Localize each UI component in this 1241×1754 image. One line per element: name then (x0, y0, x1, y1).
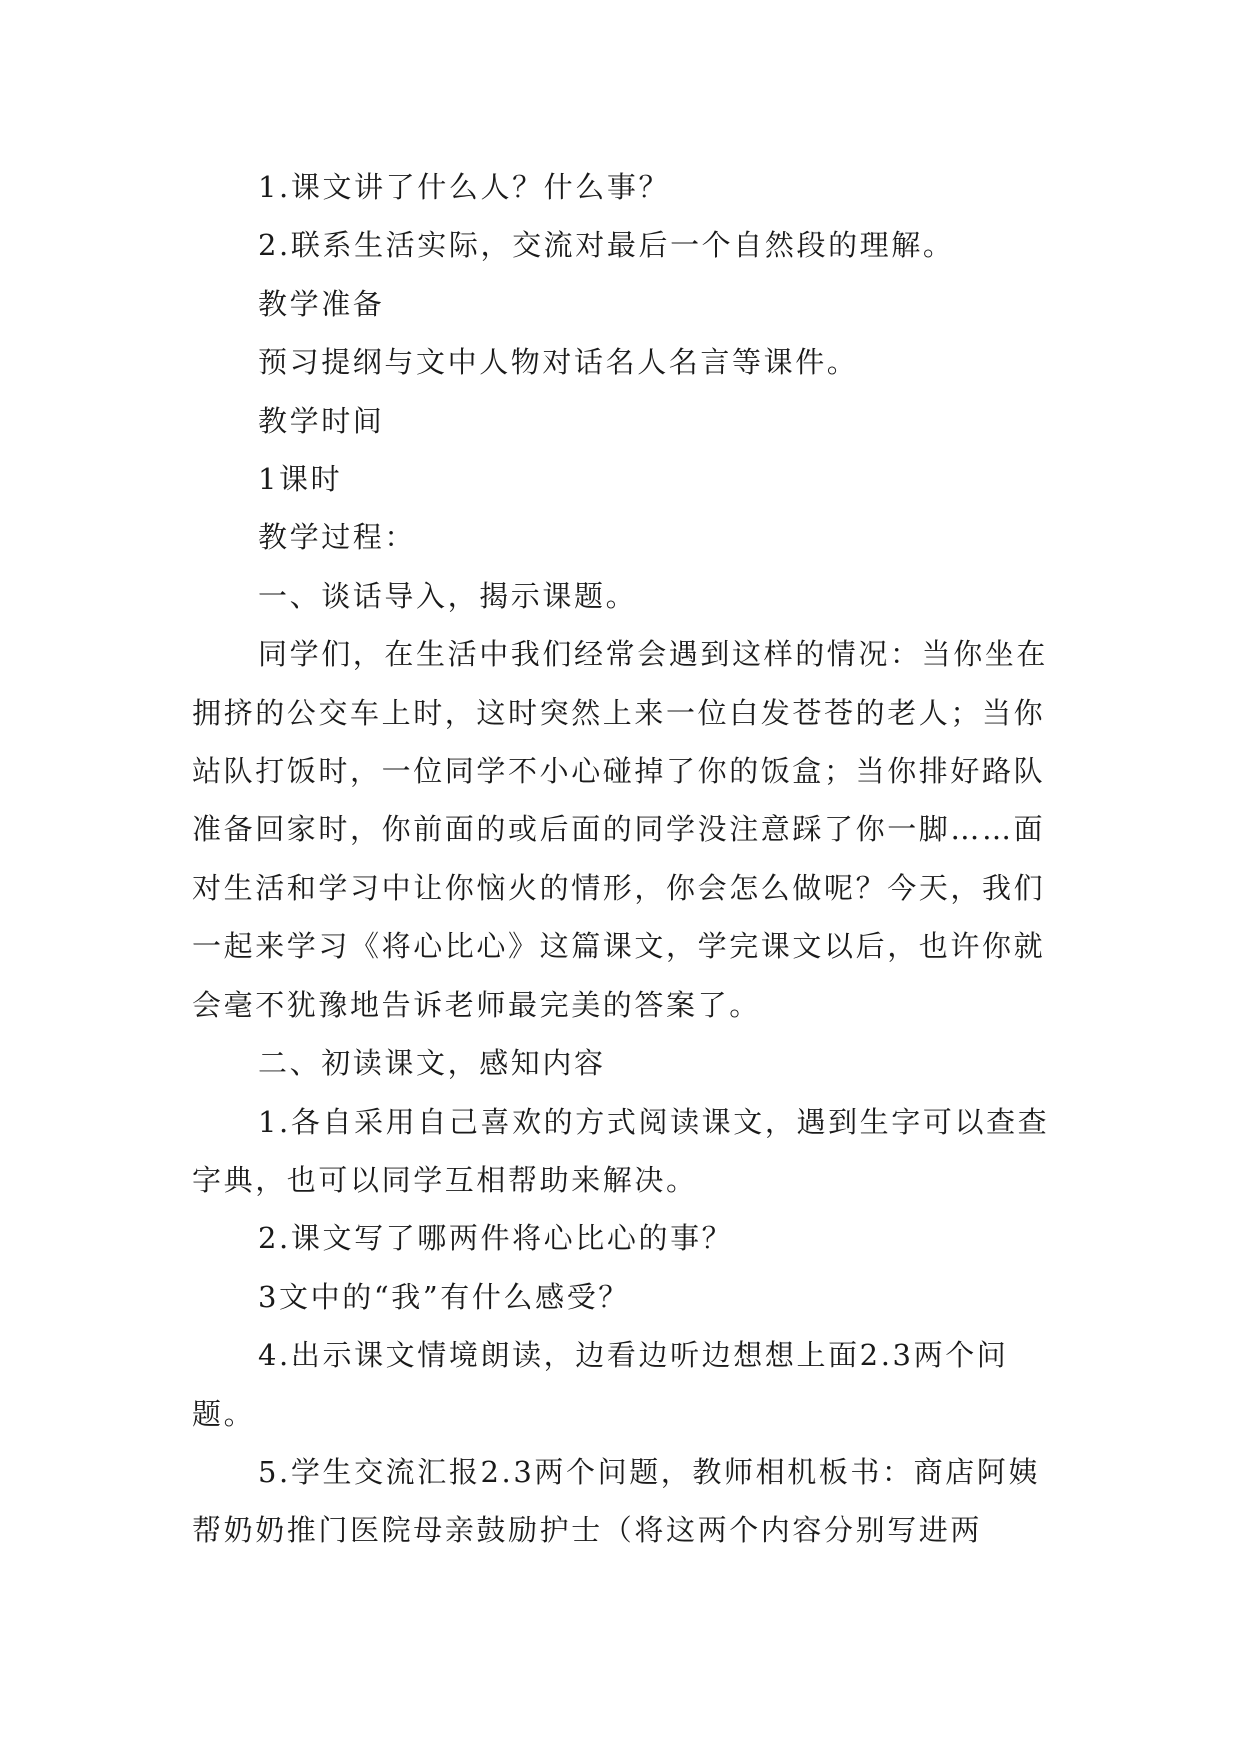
section-2-heading: 二、初读课文，感知内容 (258, 1046, 606, 1081)
teaching-time-content: 1课时 (258, 462, 343, 497)
heading-teaching-preparation: 教学准备 (258, 286, 385, 321)
step-2: 2.课文写了哪两件将心比心的事？ (258, 1221, 734, 1256)
heading-teaching-process: 教学过程： (258, 520, 417, 555)
question-2: 2.联系生活实际，交流对最后一个自然段的理解。 (258, 228, 955, 263)
section-1-heading: 一、谈话导入，揭示课题。 (258, 578, 638, 613)
section-1-paragraph: 同学们，在生活中我们经常会遇到这样的情况：当你坐在拥挤的公交车上时，这时突然上来一位白发苍苍的老人；当你站队打饭时，一位同学不小心碰掉了你的饭盒；当你排好路队准备回家时，你前面的或后面的同学没注意踩了你一脚……面对生活和学习中让你恼火的情形，你会怎么做呢？今天，我们一起来学习《将心比心》这篇课文，学完课文以后，也许你就会毫不犹豫地告诉老师最完美的答案了。 (192, 637, 1049, 1022)
step-1: 1.各自采用自己喜欢的方式阅读课文，遇到生字可以查查字典，也可以同学互相帮助来解决。 (192, 1104, 1050, 1197)
document-body (192, 158, 1052, 1560)
question-1: 1.课文讲了什么人？什么事？ (258, 170, 671, 204)
preparation-content: 预习提纲与文中人物对话名人名言等课件。 (258, 345, 859, 380)
heading-teaching-time: 教学时间 (258, 403, 385, 438)
step-3: 3文中的“我”有什么感受？ (258, 1279, 630, 1314)
step-4: 4.出示课文情境朗读，边看边听边想想上面2.3两个问题。 (192, 1338, 1009, 1431)
step-5: 5.学生交流汇报2.3两个问题，教师相机板书：商店阿姨帮奶奶推门医院母亲鼓励护士（将这两个内容分别写进两 (192, 1454, 1040, 1548)
